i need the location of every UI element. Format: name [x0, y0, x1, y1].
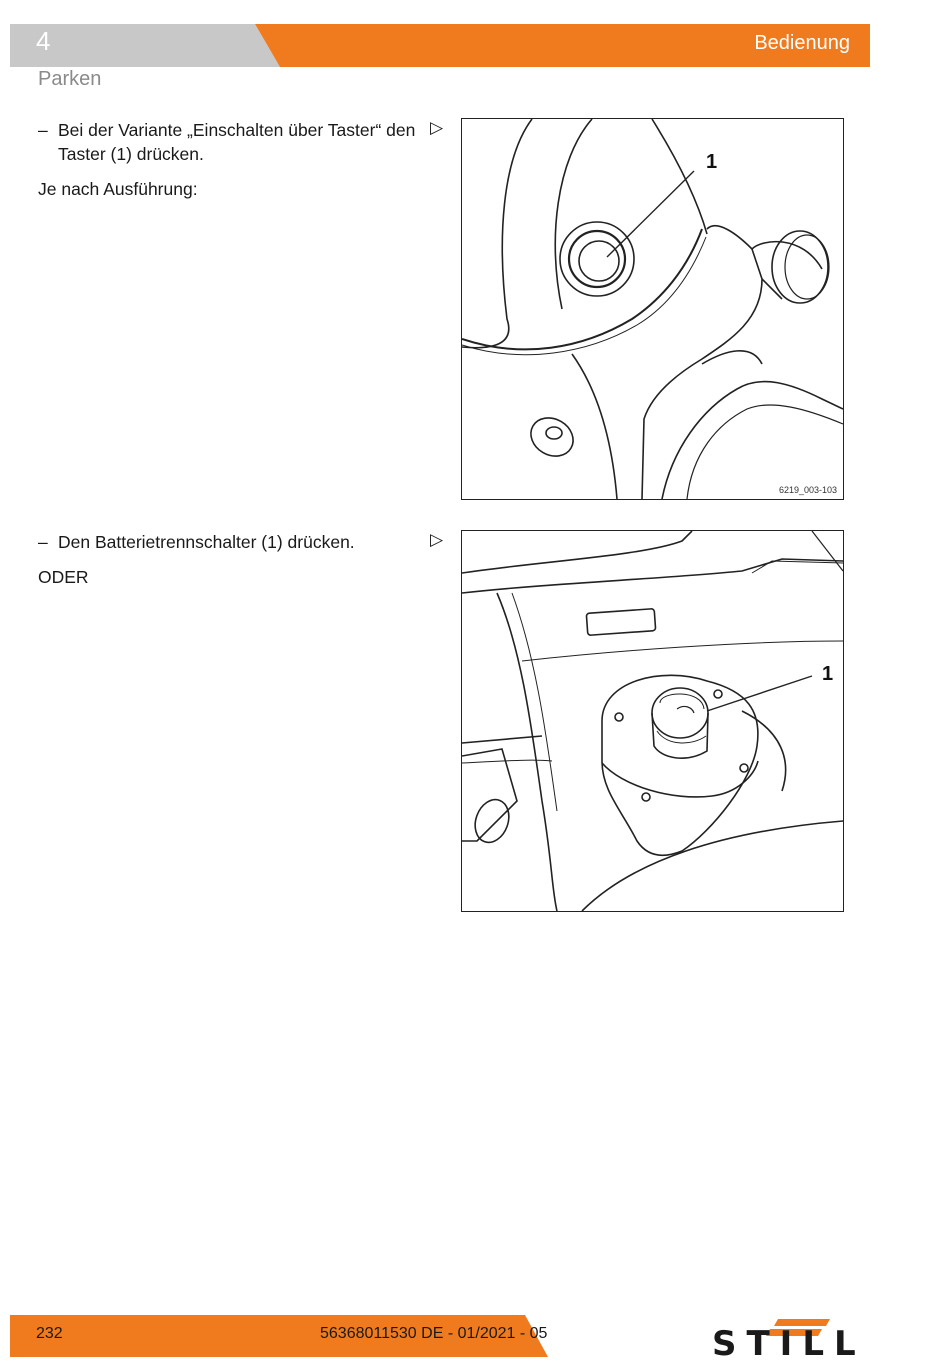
header-grey-tab	[10, 24, 280, 67]
step-text: Den Batterietrennschalter (1) drücken.	[58, 532, 355, 552]
figure-code: 6219_003-103	[778, 485, 837, 495]
section-title: Bedienung	[754, 32, 850, 54]
brand-logo: STILL	[712, 1324, 866, 1364]
step-1	[38, 118, 418, 166]
figure-battery-switch	[461, 530, 844, 912]
figure-push-button	[461, 118, 844, 500]
variant-note: Je nach Ausführung:	[38, 179, 198, 199]
chapter-number: 4	[36, 26, 51, 56]
step-dash: –	[38, 120, 48, 140]
figure-arrow-icon: ▷	[430, 118, 444, 137]
page-number: 232	[36, 1325, 63, 1342]
figure-arrow-icon: ▷	[430, 530, 444, 549]
push-button-illustration-icon	[462, 119, 843, 499]
alternative-note: ODER	[38, 567, 89, 587]
step-2	[38, 530, 418, 554]
step-dash: –	[38, 532, 48, 552]
document-code: 56368011530 DE - 01/2021 - 05	[320, 1325, 548, 1342]
figure-callout: 1	[706, 151, 718, 173]
battery-disconnect-switch-illustration-icon	[462, 531, 843, 911]
step-text: Bei der Variante „Einschalten über Taster“ den Taster (1) drücken.	[58, 120, 416, 164]
figure-callout: 1	[822, 663, 834, 685]
subsection-title: Parken	[38, 68, 102, 90]
